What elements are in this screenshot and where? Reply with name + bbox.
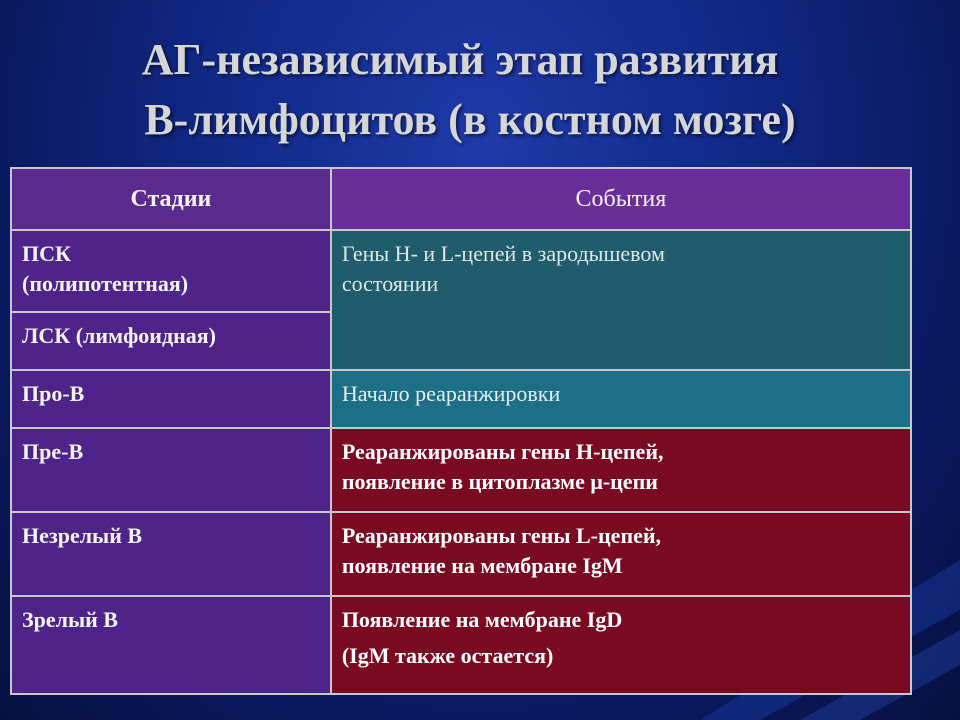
header-stages: Стадии xyxy=(11,168,331,230)
stage-sublabel: (полипотентная) xyxy=(22,271,189,296)
stage-cell-pre-b xyxy=(11,428,331,512)
stage-cell-lsk xyxy=(11,312,331,370)
stage-label: ПСК xyxy=(22,241,71,266)
table-row xyxy=(11,512,911,596)
event-text: Реаранжированы гены L-цепей, xyxy=(341,523,662,548)
event-text: Реаранжированы гены Н-цепей, xyxy=(341,439,664,464)
event-text: Гены Н- и L-цепей в зародышевом xyxy=(341,241,665,266)
event-text: состоянии xyxy=(341,271,439,296)
stages-table xyxy=(10,167,912,695)
stage-cell-mature-b xyxy=(11,596,331,694)
stage-label: Про-В xyxy=(22,381,85,406)
event-text: Появление на мембране IgD xyxy=(341,607,623,632)
header-events: События xyxy=(331,168,911,230)
title-line-1: АГ-независимый этап развития xyxy=(141,35,779,84)
table-row xyxy=(11,596,911,694)
table-row xyxy=(11,230,911,312)
event-cell-l-chain xyxy=(331,512,911,596)
title-line-2: В-лимфоцитов (в костном мозге) xyxy=(144,95,796,144)
event-cell-h-chain xyxy=(331,428,911,512)
stage-label: Зрелый В xyxy=(22,607,118,632)
stage-label: ЛСК (лимфоидная) xyxy=(22,323,216,348)
event-text: (IgM также остается) xyxy=(341,643,554,668)
stage-cell-psk xyxy=(11,230,331,312)
table-row xyxy=(11,370,911,428)
event-cell-rearrangement-start xyxy=(331,370,911,428)
table-header-row xyxy=(11,168,911,230)
stage-label: Незрелый В xyxy=(22,523,143,548)
event-text: Начало реаранжировки xyxy=(341,381,561,406)
stage-label: Пре-В xyxy=(22,439,84,464)
event-text: появление в цитоплазме μ-цепи xyxy=(341,469,658,494)
stage-cell-pro-b xyxy=(11,370,331,428)
event-text: появление на мембране IgM xyxy=(341,553,623,578)
table-row xyxy=(11,428,911,512)
stage-cell-immature-b xyxy=(11,512,331,596)
slide-title xyxy=(0,30,960,150)
event-cell-germline xyxy=(331,230,911,370)
event-cell-igd xyxy=(331,596,911,694)
